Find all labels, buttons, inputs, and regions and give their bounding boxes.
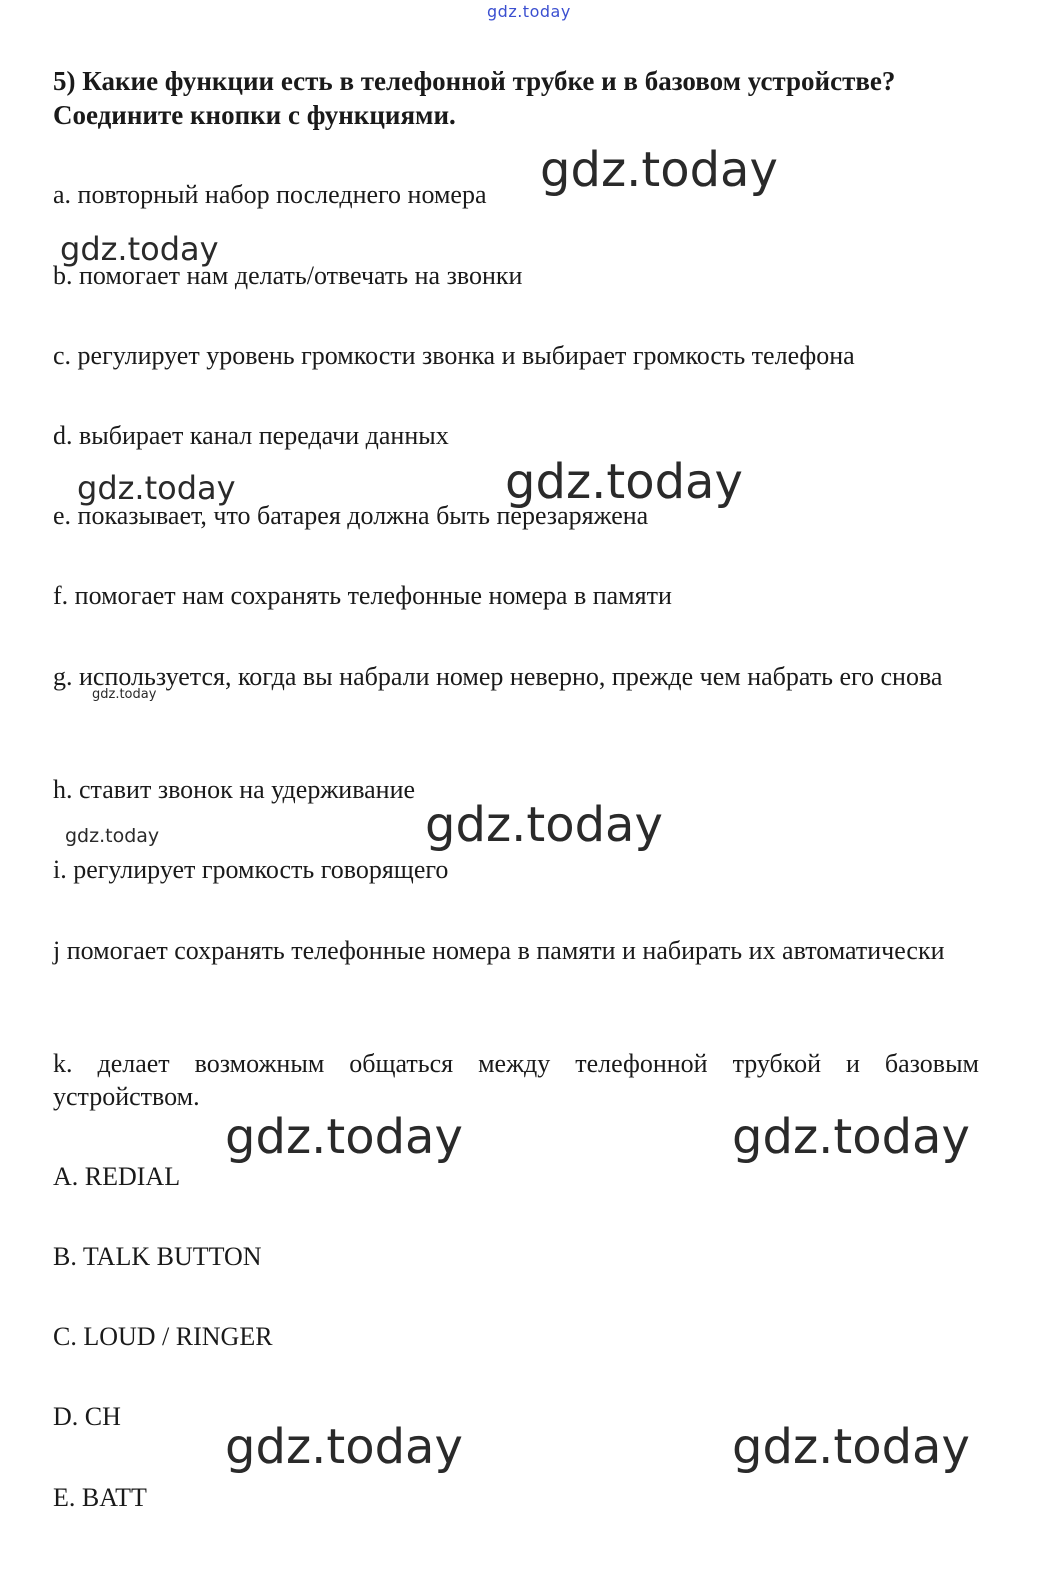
button-item-b: B. TALK BUTTON xyxy=(53,1242,262,1271)
watermark: gdz.today xyxy=(60,230,219,268)
watermark: gdz.today xyxy=(225,1109,463,1165)
button-item-d: D. CH xyxy=(53,1402,121,1431)
button-item-c: C. LOUD / RINGER xyxy=(53,1322,273,1351)
task-heading xyxy=(53,64,993,132)
function-item-e: e. показывает, что батарея должна быть перезаряжена xyxy=(53,501,649,530)
watermark: gdz.today xyxy=(732,1419,970,1475)
watermark: gdz.today xyxy=(92,687,157,702)
function-item-i: i. регулирует громкость говорящего xyxy=(53,855,449,884)
watermark: gdz.today xyxy=(732,1109,970,1165)
watermark: gdz.today xyxy=(225,1419,463,1475)
watermark: gdz.today xyxy=(425,797,663,853)
function-item-h: h. ставит звонок на удерживание xyxy=(53,775,416,804)
watermark: gdz.today xyxy=(77,469,236,507)
watermark: gdz.today xyxy=(540,142,778,198)
task-heading-line-2: Соедините кнопки с функциями. xyxy=(53,100,456,130)
function-item-j: j помогает сохранять телефонные номера в памяти и набирать их автоматически xyxy=(53,936,945,965)
function-item-g: g. используется, когда вы набрали номер неверно, прежде чем набрать его снова xyxy=(53,662,943,691)
function-item-f: f. помогает нам сохранять телефонные номера в памяти xyxy=(53,581,672,610)
function-item-c: c. регулирует уровень громкости звонка и выбирает громкость телефона xyxy=(53,341,855,370)
task-heading-line-1: 5) Какие функции есть в телефонной трубке и в базовом устройстве? xyxy=(53,66,896,96)
function-item-a: a. повторный набор последнего номера xyxy=(53,180,487,209)
function-item-k: k. делает возможным общаться между телефонной трубкой и базовым устройством. xyxy=(53,1049,979,1111)
button-item-a: A. REDIAL xyxy=(53,1162,181,1191)
button-item-e: E. BATT xyxy=(53,1483,147,1512)
function-item-b: b. помогает нам делать/отвечать на звонки xyxy=(53,261,523,290)
watermark: gdz.today xyxy=(505,454,743,510)
watermark: gdz.today xyxy=(65,825,160,847)
top-watermark: gdz.today xyxy=(487,2,571,21)
function-item-d: d. выбирает канал передачи данных xyxy=(53,421,449,450)
